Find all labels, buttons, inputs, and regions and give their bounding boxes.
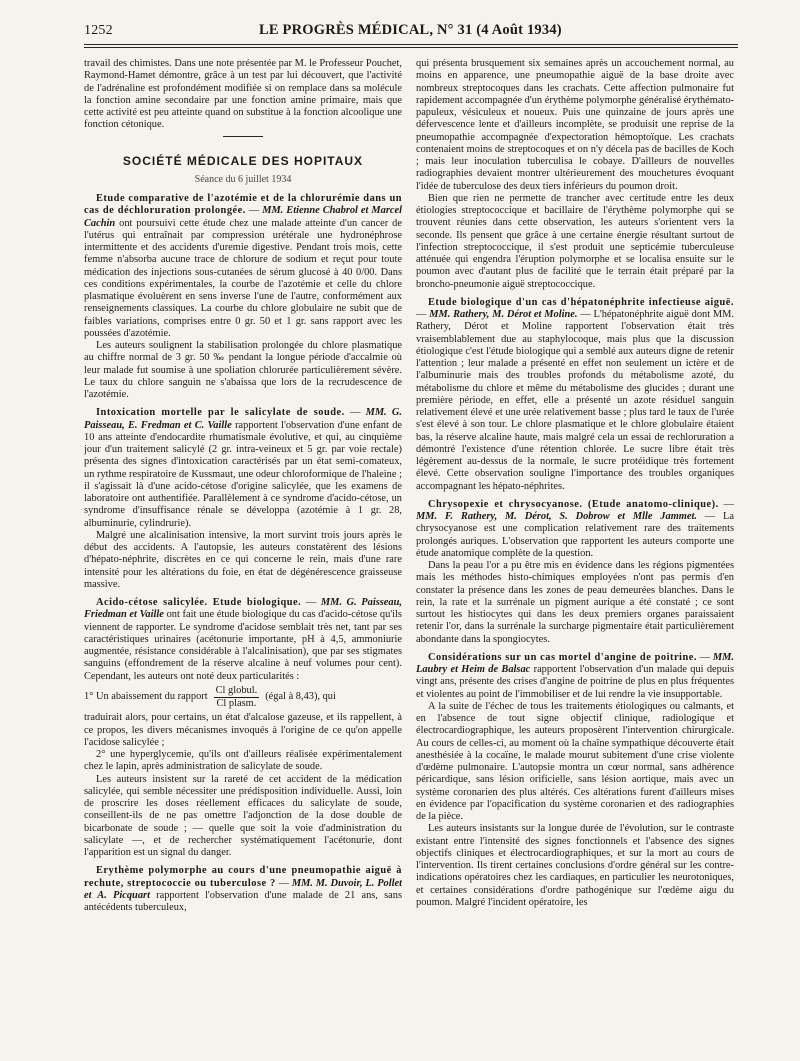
article-authors: MM. Etienne Chabrol et Marcel Cachin xyxy=(84,205,402,229)
article-entry: Considérations sur un cas mortel d'angine de poitrine. — MM. Laubry et Heim de Balsac rapportent l'observation d'un malade qui depuis vingt ans, présente des crises d'angine de poitrine de plus en plus fréquentes et violentes au point de l'immobiliser et de lui rendre la vie insupportable. xyxy=(416,651,734,700)
article-paragraph: 2° une hyperglycemie, qu'ils ont d'ailleurs réalisée expérimentalement chez le lapin, après administration de salicylate de soude. xyxy=(84,749,402,773)
section-divider xyxy=(223,136,263,137)
article-text: rapportent l'observation d'un malade qui depuis vingt ans, présente des crises d'angine de poitrine de plus en plus fréquentes et violentes au point de l'immobiliser et de lui rendre la vie insupportable. xyxy=(416,664,734,700)
fraction-numerator: Cl globul. xyxy=(214,685,260,698)
article-title: Acido-cétose salicylée. Etude biologique. xyxy=(96,597,302,608)
header-rule-thin xyxy=(84,47,738,48)
journal-title: LE PROGRÈS MÉDICAL, N° 31 (4 Août 1934) xyxy=(258,22,562,38)
article-text: — La chrysocyanose est une complication relativement rare des traitements prolongés auriques. L'observation que rapportent les auteurs comporte une étude anatomique complète de la question. xyxy=(416,511,734,559)
session-date: Séance du 6 juillet 1934 xyxy=(194,173,292,185)
article-title: Considérations sur un cas mortel d'angine de poitrine. xyxy=(428,651,697,663)
fraction-denominator: Cl plasm. xyxy=(216,698,257,709)
article-title: Etude biologique d'un cas d'hépatonéphrite infectieuse aiguë. xyxy=(428,296,734,308)
article-title: Erythème polymorphe au cours d'une pneumopathie aiguë à rechute, streptococcie ou tuberculose ? xyxy=(84,865,402,889)
article-text: rapportent l'observation d'une enfant de 10 ans atteinte d'endocardite rhumatismale évolutive, et qui, au cinquième jour d'un traitement salicylé (2 gr. intra-veineux et 5 gr. par voie rectale) présenta des signes d'intoxication caractérisés par un état semi-comateux, un rythme respiratoire de Kussmaut, une odeur chloroformique de l'haleine ; il s'agissait là d'une acido-cétose d'origine salicylée, que les examens de laboratoire ont authentifiée. Parallèlement à ce syndrome d'acido-cétose, un syndrome d'insuffisance rénale se développa (azotémie à 1 gr. 28, albuminurie, cylindrurie). xyxy=(84,419,402,529)
article-paragraph: Dans la peau l'or a pu être mis en évidence dans les régions pigmentées mais les méthodes histo-chimiques employées n'ont pas permis d'en constater la présence dans les zones de peau demeurées blanches. Dans le rein, la rate et la surrénale un pigment aurique a été constaté ; ce sont surtout les histiocytes qui dans les deux premiers organes paraissaient retenir l'or, dans la surrénale la surcharge pigmentaire était particulièrement abondante dans la spongiocytes. xyxy=(416,560,734,645)
article-title: Etude comparative de l'azotémie et de la chlorurémie dans un cas de déchloruration prolongée. xyxy=(84,193,402,217)
left-column xyxy=(84,58,402,1048)
article-paragraph: Les auteurs insistent sur la rareté de cet accident de la médication salicylée, qui semble nécessiter une prédisposition individuelle. Aussi, loin de proscrire les doses réellement efficaces du salicylate de soude, conseillent-ils de ne pas omettre l'adjonction de la dose double de bicarbonate de soude ; — quelle que soit la voie d'administration du salicylate —, et de rechercher systématiquement l'acétonurie, dont l'apparition est un signal du danger. xyxy=(84,773,402,858)
article-entry: Etude comparative de l'azotémie et de la chlorurémie dans un cas de déchloruration prolongée. — MM. Etienne Chabrol et Marcel Cachin ont poursuivi cette étude chez une malade atteinte d'un cancer de l'utérus qui entraînait par compression urétérale une hydronéphrose intermittente et des accidents d'uremie digestive. Pendant trois mois, cette femme n'absorba aucune trace de chlorure de sodium et reçut pour toute médication des injections sous-cutanées de sérum glucosé à 40 0/00. Dans ces conditions expérimentales, la courbe de l'azotémie et celle du chlore plasmatique évoluèrent en sens inverse l'une de l'autre, conformément aux renseignements classiques. La courbe du chlore globulaire ne subit que de faibles variations, comprises entre 0 gr. 50 et 1 gr. sans rapport avec les poussées d'azotémie. xyxy=(84,193,402,339)
article-authors: MM. M. Duvoir, L. Pollet et A. Picquart xyxy=(84,877,402,901)
article-entry: Intoxication mortelle par le salicylate de soude. — MM. G. Paisseau, E. Fredman et C. Vaille rapportent l'observation d'une enfant de 10 ans atteinte d'endocardite rhumatismale évolutive, et qui, au cinquième jour d'un traitement salicylé (2 gr. intra-veineux et 5 gr. par voie rectale) présenta des signes d'intoxication caractérisés par un état semi-comateux, un rythme respiratoire de Kussmaut, une odeur chloroformique de l'haleine ; il s'agissait là d'une acido-cétose d'origine salicylée, que les examens de laboratoire ont authentifiée. Parallèlement à ce syndrome d'acido-cétose, un syndrome d'insuffisance rénale se développa (azotémie à 1 gr. 28, albuminurie, cylindrurie). xyxy=(84,407,402,529)
article-authors: MM. G. Paisseau, Friedman et Vaille xyxy=(84,597,402,621)
header-rule xyxy=(84,44,738,45)
article-entry: Etude biologique d'un cas d'hépatonéphrite infectieuse aiguë. — MM. Rathery, M. Dérot et Moline. — L'hépatonéphrite aiguë dont MM. Rathery, Dérot et Moline rapportent l'observation était très vraisemblablement due au staphylocoque, mais plus que la discussion étiologique c'est l'étude biologique qui a semblé aux auteurs digne de retenir l'attention ; leur malade a présenté en effet non seulement un ictère et de l'albuminurie mais des troubles profonds du métabolisme azoté, du métabolisme du chlore et même du métabolisme des glucides ; durant une première période, en effet, elle a présenté un azote résiduel sanguin relativement élevé et une urée relativement basse ; plus tard le taux de l'urée s'est élevé à son tour. Le chlore plasmatique et le chlore globulaire étaient bas, la réserve alcaline haute, mais malgré cela un essai de rechloruration a démontré l'existence d'une rétention chlorée. Le sucre libre était très légèrement au-dessus de la normale, le sucre protéidique très fortement élevé. Cette observation souligne l'importance des troubles organiques accompagnant les hépato-néphrites. xyxy=(416,296,734,492)
intro-paragraph: travail des chimistes. Dans une note présentée par M. le Professeur Pouchet, Raymond-Hamet démontre, grâce à un test par lui découvert, que l'activité de l'adrénaline est profondément modifiée si on remplace dans sa molécule la fonction amine secondaire par une fonction amine primaire, mais que cette activité est peu atteinte quand on substitue à la fonction alcoolique une fonction cétonique. xyxy=(84,58,402,131)
article-text: rapportent l'observation d'une malade de 21 ans, sans antécédents tuberculeux, xyxy=(84,889,402,913)
ratio-formula xyxy=(84,685,402,711)
article-authors: MM. G. Paisseau, E. Fredman et C. Vaille xyxy=(84,407,402,431)
article-paragraph: Les auteurs soulignent la stabilisation prolongée du chlore plasmatique au chiffre normal de 3 gr. 50 ‰ pendant la longue période d'accalmie où leur malade fut soumise à une spoliation chlorurée particulièrement sévère. Le taux du chlore sanguin ne s'abaissa que lors de la recrudescence de l'azotémie. xyxy=(84,340,402,400)
fraction xyxy=(214,685,260,711)
article-paragraph: Les auteurs insistants sur la longue durée de l'évolution, sur le contraste existant entre l'intensité des signes fonctionnels et l'absence des signes objectifs cliniques et électrocardiographiques, et sur la mort au cours de l'intervention. Ils tirent certaines conclusions d'ordre général sur les contre-indications opératoires chez les cardiaques, en particulier les neurotoniques, et certaines considérations d'ordre pathogénique sur l'œdème aigu du poumon. Malgré l'incident opératoire, les xyxy=(416,823,734,908)
formula-prefix: 1° Un abaissement du rapport xyxy=(84,691,208,703)
article-entry: Chrysopexie et chrysocyanose. (Etude anatomo-clinique). — MM. F. Rathery, M. Dérot, S. Dobrow et Mlle Jammet. — La chrysocyanose est une complication relativement rare des traitements prolongés auriques. L'observation que rapportent les auteurs comporte une étude anatomique complète de la question. xyxy=(416,498,734,559)
society-heading: SOCIÉTÉ MÉDICALE DES HOPITAUX xyxy=(122,153,364,168)
formula-suffix: (égal à 8,43), qui xyxy=(265,691,336,703)
article-paragraph: traduirait alors, pour certains, un état d'alcalose gazeuse, et ils rappellent, à ce propos, les divers mécanismes invoqués à l'origine de ce qu'on appelle l'acidose salicylée ; xyxy=(84,712,402,748)
article-text: ont fait une étude biologique du cas d'acido-cétose qu'ils viennent de rapporter. Le syndrome d'acidose semblait très net, tant par ses caractéristiques urinaires (acétonurie importante, pH à 4,5, ammoniurie augmentée, résistance considérable à l'alcalinisation), que par ses stigmates sanguins (effondrement de la réserve alcaline à neuf volumes pour cent). Cependant, les auteurs ont noté deux particularités : xyxy=(84,609,402,682)
page-number: 1252 xyxy=(84,23,113,38)
article-paragraph: Malgré une alcalinisation intensive, la mort survint trois jours après le début des accidents. A l'autopsie, les auteurs constatèrent des lésions d'hépato-néphrite, discrètes en ce qui concerne le rein, mais d'une rare intensité pour les altérations du foie, en état de dégénérescence graisseuse massive. xyxy=(84,529,402,590)
article-text: — L'hépatonéphrite aiguë dont MM. Rathery, Dérot et Moline rapportent l'observation était très vraisemblablement due au staphylocoque, mais plus que la discussion étiologique c'est l'étude biologique qui a semblé aux auteurs digne de retenir l'attention ; leur malade a présenté en effet non seulement un ictère et de l'albuminurie mais des troubles profonds du métabolisme azoté, du métabolisme du chlore et même du métabolisme des glucides ; durant une première période, en effet, elle a présenté un azote résiduel sanguin relativement élevé et une urée relativement basse ; plus tard le taux de l'urée s'est élevé à son tour. Le chlore plasmatique et le chlore globulaire étaient bas, la réserve alcaline haute, mais malgré cela un essai de rechloruration a démontré l'existence d'une rétention chlorée. Le sucre libre était très légèrement au-dessus de la normale, le sucre protéidique très fortement élevé. Cette observation souligne l'importance des troubles organiques accompagnant les hépato-néphrites. xyxy=(416,309,734,492)
article-entry: Erythème polymorphe au cours d'une pneumopathie aiguë à rechute, streptococcie ou tuberculose ? — MM. M. Duvoir, L. Pollet et A. Picquart rapportent l'observation d'une malade de 21 ans, sans antécédents tuberculeux, xyxy=(84,865,402,913)
article-entry: Acido-cétose salicylée. Etude biologique. — MM. G. Paisseau, Friedman et Vaille ont fait une étude biologique du cas d'acido-cétose qu'ils viennent de rapporter. Le syndrome d'acidose semblait très net, tant par ses caractéristiques urinaires (acétonurie importante, pH à 4,5, ammoniurie augmentée, résistance considérable à l'alcalinisation), que par ses stigmates sanguins (effondrement de la réserve alcaline à neuf volumes pour cent). Cependant, les auteurs ont noté deux particularités : xyxy=(84,597,402,682)
article-authors: MM. Rathery, M. Dérot et Moline. xyxy=(429,309,578,320)
article-title: Intoxication mortelle par le salicylate de soude. xyxy=(96,407,345,419)
article-paragraph: qui présenta brusquement six semaines après un accouchement normal, au moins en apparence, une pneumopathie aiguë de la base droite avec nombreux streptocoques dans les crachats. Cette affection pulmonaire fut rapidement accompagnée d'un érythème polymorphe généralisé érythémato-papuleux, vésiculeux et noueux. Puis une quinzaine de jours après une défervescence lente et d'ailleurs incomplète, se produisit une reprise de la pneumopathie accompagnée d'expectoration hémoptoïque. Les crachats contenaient moins de streptocoques et on n'y décela pas de bacilles de Koch ; mais leur inoculation tuberculisa le cobaye. D'ailleurs de nouvelles radiographies devaient montrer ultérieurement des mouchetures évoquant l'idée de tuberculose des deux tiers inférieurs du poumon droit. xyxy=(416,58,734,192)
article-authors: MM. F. Rathery, M. Dérot, S. Dobrow et Mlle Jammet. xyxy=(416,511,697,522)
right-column xyxy=(416,58,734,1048)
running-header xyxy=(84,22,738,42)
article-paragraph: Bien que rien ne permette de trancher avec certitude entre les deux étiologies streptococcique et bacillaire de l'érythème polymorphe qui se trouvent réunies dans cette observation, les auteurs s'orientent vers la seconde. Ils pensent que grâce à une certaine énergie résultant surtout de l'infection streptococcique, il s'est produit une septicémie tuberculeuse atténuée qui engendra l'éruption polymorphe et se localisa ensuite sur le poumon avec d'autant plus de facilité que le terrain était préparé par la broncho-pneumonie aiguë streptococcique. xyxy=(416,192,734,290)
article-paragraph: A la suite de l'échec de tous les traitements étiologiques ou calmants, et en l'absence de tout signe objectif clinique, radiologique et électrocardiographique, les auteurs proposèrent l'intervention chirurgicale. Au cours de celles-ci, au moment où la chaîne sympathique découverte était anesthésiée à la cocaïne, le malade mourut subitement d'une crise violente d'œdème pulmonaire. L'autopsie montra un cœur normal, sans adhérence péricardique, sans lésion orificielle, sans lésion aortique, mais avec un système coronarien des plus altérés. Ces altérations furent d'ailleurs mises en évidence par l'opacification du système coronarien et des radiographies de la pièce. xyxy=(416,700,734,822)
article-text: ont poursuivi cette étude chez une malade atteinte d'un cancer de l'utérus qui entraînait par compression urétérale une hydronéphrose intermittente et des accidents d'uremie digestive. Pendant trois mois, cette femme n'absorba aucune trace de chlorure de sodium et reçut pour toute médication des injections sous-cutanées de sérum glucosé à 40 0/00. Dans ces conditions expérimentales, la courbe de l'azotémie et celle du chlore plasmatique évoluèrent en sens inverse l'une de l'autre, conformément aux renseignements classiques. La courbe du chlore globulaire ne subit que de faibles variations, comprises entre 0 gr. 50 et 1 gr. sans rapport avec les poussées d'azotémie. xyxy=(84,217,402,339)
article-authors: MM. Laubry et Heim de Balsac xyxy=(416,651,734,675)
article-title: Chrysopexie et chrysocyanose. (Etude anatomo-clinique). xyxy=(428,498,719,510)
